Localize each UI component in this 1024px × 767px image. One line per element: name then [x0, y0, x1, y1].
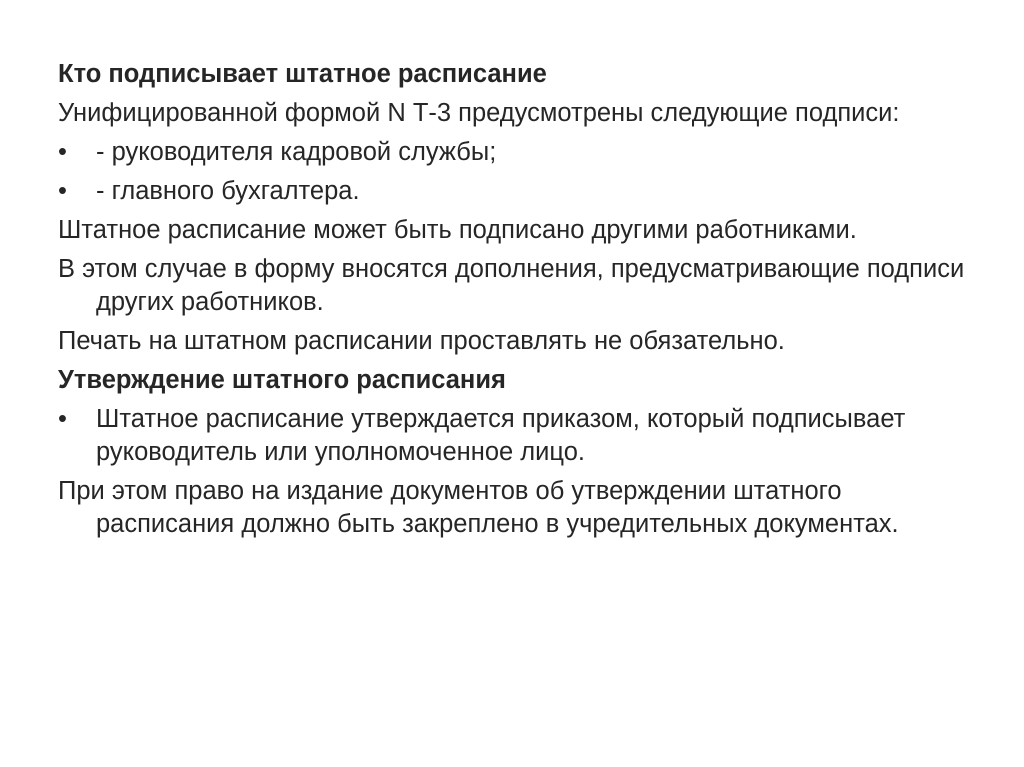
bullet-item-chief-accountant — [58, 175, 978, 208]
paragraph-unified-form: Унифицированной формой N Т-3 предусмотрены следующие подписи: — [58, 99, 900, 127]
slide-content — [58, 58, 978, 547]
bullet-text: - руководителя кадровой службы; — [96, 138, 497, 166]
paragraph-additions: В этом случае в форму вносятся дополнения, предусматривающие подписи других работников. — [58, 255, 965, 316]
heading-approval: Утверждение штатного расписания — [58, 366, 506, 394]
bullet-text: Штатное расписание утверждается приказом, который подписывает руководитель или уполномоченное лицо. — [96, 405, 906, 466]
heading-who-signs: Кто подписывает штатное расписание — [58, 60, 547, 88]
paragraph-founding-documents: При этом право на издание документов об утверждении штатного расписания должно быть закреплено в учредительных документах. — [58, 477, 899, 538]
paragraph-other-signers: Штатное расписание может быть подписано другими работниками. — [58, 216, 857, 244]
bullet-marker: • — [58, 405, 67, 433]
paragraph-stamp: Печать на штатном расписании проставлять не обязательно. — [58, 327, 785, 355]
bullet-marker: • — [58, 177, 67, 205]
bullet-item-approval-order — [58, 403, 978, 469]
bullet-item-hr-head — [58, 136, 978, 169]
bullet-text: - главного бухгалтера. — [96, 177, 360, 205]
bullet-marker: • — [58, 138, 67, 166]
